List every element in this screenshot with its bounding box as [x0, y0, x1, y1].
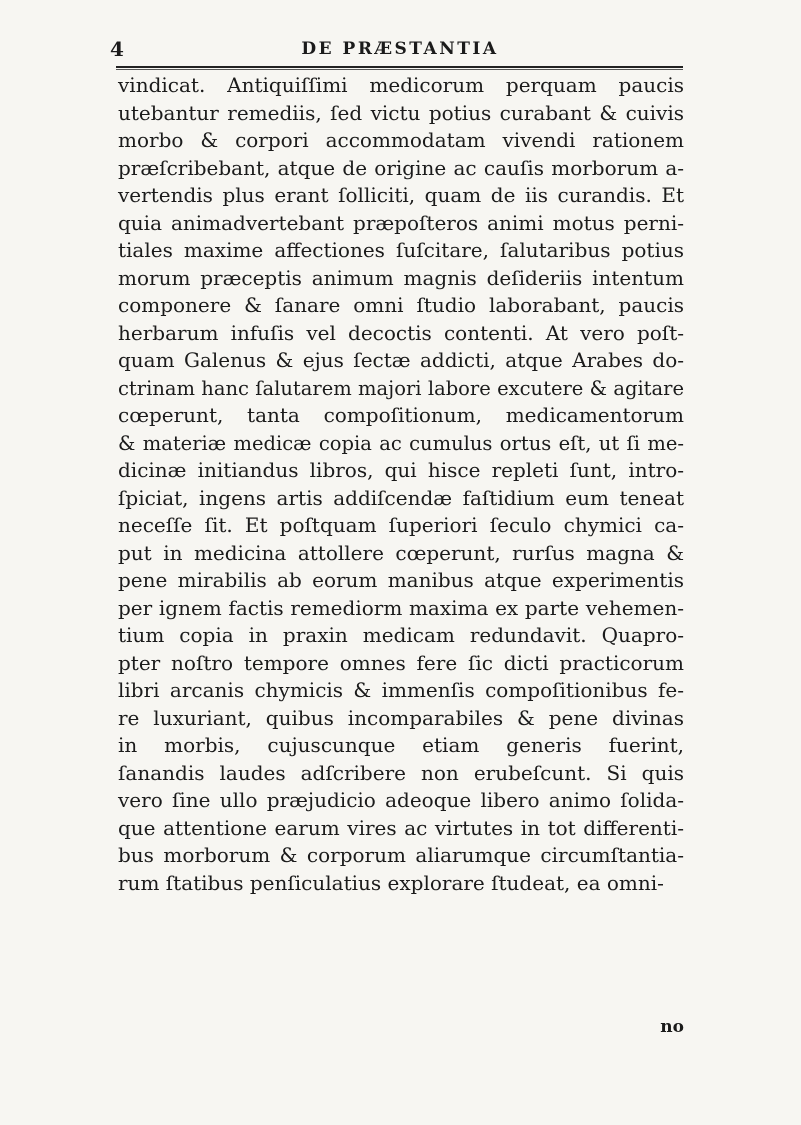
text-line: cœperunt, tanta compoſitionum, medicamentorum — [118, 403, 684, 427]
text-line: præſcribebant, atque de origine ac cauſis morborum a- — [118, 155, 684, 180]
text-line: ctrinam hanc ſalutarem majori labore excutere & agitare — [118, 376, 684, 400]
text-line: pene mirabilis ab eorum manibus atque experimentis — [118, 568, 684, 592]
text-line: rum ſtatibus penſiculatius explorare ſtudeat, ea omni- — [118, 870, 664, 895]
text-line: vindicat. Antiquiſſimi medicorum perquam paucis — [118, 73, 684, 97]
text-line: put in medicina attollere cœperunt, rurſus magna & — [118, 540, 684, 565]
text-line: pter noſtro tempore omnes fere ſic dicti practicorum — [118, 650, 684, 675]
text-line: bus morborum & corporum aliarumque circumſtantia- — [118, 843, 684, 867]
text-line: dicinæ initiandus libros, qui hisce repleti ſunt, intro- — [118, 458, 684, 482]
text-line: ſanandis laudes adſcribere non erubeſcunt. Si quis — [118, 760, 684, 785]
text-line: tium copia in praxin medicam redundavit. Quapro- — [118, 623, 684, 647]
text-line: re luxuriant, quibus incomparabiles & pene divinas — [118, 705, 684, 730]
text-line: que attentione earum vires ac virtutes in tot differenti- — [118, 815, 684, 840]
text-line: per ignem factis remediorm maxima ex parte vehemen- — [118, 595, 684, 620]
text-line: herbarum infuſis vel decoctis contenti. At vero poſt- — [118, 320, 684, 345]
text-line: vertendis plus erant ſolliciti, quam de iis curandis. Et — [118, 183, 684, 207]
body-text — [118, 72, 684, 897]
text-line: libri arcanis chymicis & immenſis compoſitionibus fe- — [118, 678, 684, 702]
page-number: 4 — [110, 37, 124, 61]
text-line: vero ſine ullo præjudicio adeoque libero animo ſolida- — [118, 788, 684, 812]
text-line: morbo & corpori accommodatam vivendi rationem — [118, 128, 684, 152]
catchword: no — [660, 1017, 684, 1037]
text-line: quia animadvertebant præpoſteros animi motus perni- — [118, 210, 684, 235]
text-line: in morbis, cujuscunque etiam generis fuerint, — [118, 733, 684, 757]
text-line: tiales maxime affectiones ſuſcitare, ſalutaribus potius — [118, 238, 684, 262]
text-line: ſpiciat, ingens artis addiſcendæ faſtidium eum teneat — [118, 485, 684, 510]
text-line: neceſſe ſit. Et poſtquam ſuperiori ſeculo chymici ca- — [118, 513, 684, 537]
text-line: & materiæ medicæ copia ac cumulus ortus eſt, ut ſi me- — [118, 431, 684, 455]
page-header — [110, 36, 690, 62]
text-line: utebantur remediis, ſed victu potius curabant & cuivis — [118, 100, 684, 125]
text-line: componere & ſanare omni ſtudio laborabant, paucis — [118, 293, 684, 317]
text-line: morum præceptis animum magnis deſideriis intentum — [118, 265, 684, 290]
header-rule — [116, 66, 683, 68]
running-title: DE PRÆSTANTIA — [301, 39, 499, 59]
text-line: quam Galenus & ejus ſectæ addicti, atque Arabes do- — [118, 348, 684, 372]
